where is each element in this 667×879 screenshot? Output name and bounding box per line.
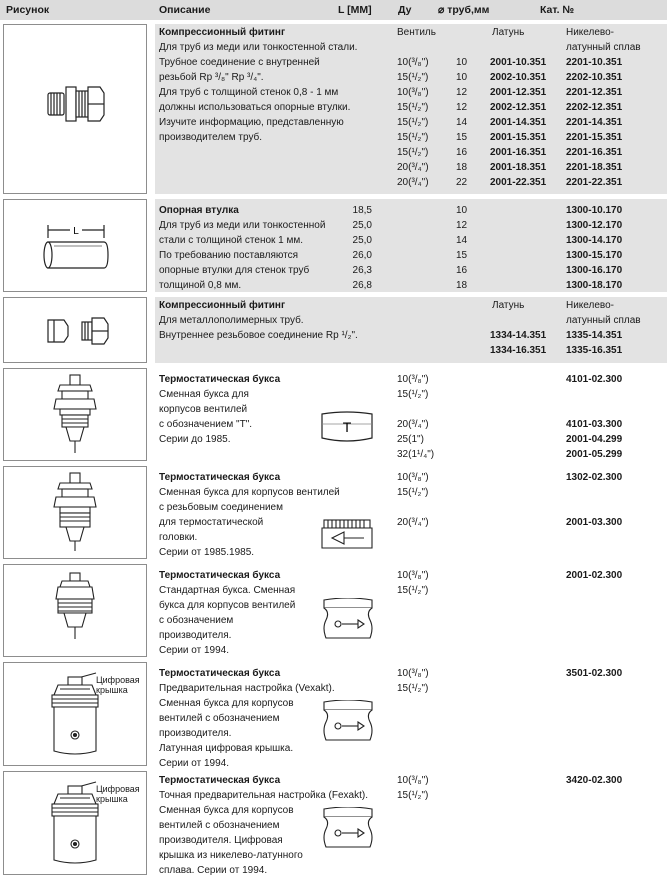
fitting-picture <box>3 297 147 363</box>
row-description <box>159 387 252 447</box>
row-title: Термостатическая букса <box>159 374 281 385</box>
pipe-values <box>456 55 467 190</box>
cell-value: Точная предварительная настройка (Fexakt). <box>159 790 368 801</box>
col-header-nickel-2: латунный сплав <box>566 315 641 326</box>
cell-value: Для труб из меди или тонкостенной <box>159 220 326 231</box>
cell-value: 20(³/₄") <box>397 162 429 173</box>
cell-value: 16 <box>456 147 468 158</box>
cell-value: 2201-14.351 <box>566 117 623 128</box>
cell-value: Серии от 1994. <box>159 645 230 656</box>
cat-numbers <box>566 372 622 462</box>
cell-value: Стандартная букса. Сменная <box>159 585 296 596</box>
cell-value: сплава. Серии от 1994. <box>159 865 268 876</box>
cell-value: Сменная букса для <box>159 389 249 400</box>
dn-values <box>397 568 429 598</box>
cell-value: 14 <box>456 117 468 128</box>
cell-value: 12 <box>456 220 468 231</box>
cell-value: 10 <box>456 72 468 83</box>
cell-value: 15(¹/₂") <box>397 102 429 113</box>
header-dn: Ду <box>398 4 412 16</box>
cell-value: 26,8 <box>352 280 372 291</box>
support-sleeve-icon <box>4 200 146 291</box>
cell-value: 20(³/₄") <box>397 517 429 528</box>
cell-value: 1302-02.300 <box>566 472 623 483</box>
cat-numbers <box>566 666 622 681</box>
valve-body-marking-icon <box>320 598 376 655</box>
cell-value: 2001-03.300 <box>566 517 623 528</box>
cell-value: 15 <box>456 132 468 143</box>
cell-value <box>566 402 622 417</box>
cell-value: 15(¹/₂") <box>397 487 429 498</box>
cell-value: Сменная букса для корпусов <box>159 698 294 709</box>
cell-value: 2002-10.351 <box>490 72 547 83</box>
table-row <box>0 297 667 363</box>
compression-fitting-icon <box>4 298 146 362</box>
cat-numbers <box>566 203 622 293</box>
header-length: L [MM] <box>338 4 372 16</box>
cell-value: 18,5 <box>352 205 372 216</box>
cell-value: Сменная букса для корпусов <box>159 805 294 816</box>
table-row <box>0 368 667 461</box>
cell-value: 1300-15.170 <box>566 250 623 261</box>
col-header-nickel-2: латунный сплав <box>566 42 641 53</box>
callout-line: Цифровая <box>96 675 140 685</box>
row-title: Компрессионный фитинг <box>159 27 286 38</box>
thermostatic-cartridge-icon <box>4 565 146 656</box>
cell-value: 2202-12.351 <box>566 102 623 113</box>
row-title: Опорная втулка <box>159 205 239 216</box>
callout-line: крышка <box>96 794 128 804</box>
cartridge-picture <box>3 368 147 461</box>
brass-cat-numbers <box>490 55 546 190</box>
cell-value: Латунная цифровая крышка. <box>159 743 294 754</box>
cell-value: 1300-12.170 <box>566 220 623 231</box>
valve-body-marking-icon <box>320 807 376 864</box>
row-title: Термостатическая букса <box>159 472 281 483</box>
nickel-cat-numbers <box>566 328 622 358</box>
cell-value <box>566 485 622 500</box>
digital-cap-callout <box>96 784 140 804</box>
table-row <box>0 564 667 657</box>
cell-value: 2001-16.351 <box>490 147 547 158</box>
cell-value: Для труб из меди или тонкостенной стали. <box>159 42 358 53</box>
thermostatic-cartridge-icon <box>4 369 146 460</box>
cell-value: 2201-22.351 <box>566 177 623 188</box>
cell-value <box>397 402 434 417</box>
cell-value: 2001-02.300 <box>566 570 623 581</box>
cell-value: 10 <box>456 205 468 216</box>
header-pipe: ⌀ труб,мм <box>438 4 490 16</box>
dn-values <box>397 773 429 803</box>
cell-value: производителем труб. <box>159 132 263 143</box>
row-description <box>159 681 335 771</box>
cell-value: 10 <box>456 57 468 68</box>
cell-value: 2001-14.351 <box>490 117 547 128</box>
cell-value: букса для корпусов вентилей <box>159 600 296 611</box>
table-header <box>0 0 667 20</box>
cell-value: 2001-18.351 <box>490 162 547 173</box>
cell-value: 25,0 <box>352 235 372 246</box>
cell-value: 15 <box>456 250 468 261</box>
row-description <box>159 485 340 560</box>
row-description <box>159 583 295 658</box>
row-description <box>159 40 357 145</box>
cell-value: производителя. Цифровая <box>159 835 283 846</box>
cell-value: 1334-14.351 <box>490 330 547 341</box>
row-description <box>159 313 358 343</box>
cell-value: 4101-03.300 <box>566 419 623 430</box>
cell-value: 2001-04.299 <box>566 434 623 445</box>
cell-value: 14 <box>456 235 468 246</box>
table-row <box>0 662 667 769</box>
cell-value: Серии до 1985. <box>159 434 231 445</box>
cell-value: 25,0 <box>352 220 372 231</box>
sleeve-length-label: L <box>73 226 79 237</box>
cell-value: 26,3 <box>352 265 372 276</box>
cell-value: 15(¹/₂") <box>397 72 429 83</box>
cell-value: 15(¹/₂") <box>397 790 429 801</box>
cell-value: 22 <box>456 177 468 188</box>
cell-value: 10(³/₈") <box>397 87 429 98</box>
t-marking-label: T <box>342 419 352 435</box>
cell-value: 10(³/₈") <box>397 570 429 581</box>
cell-value: 1300-16.170 <box>566 265 623 276</box>
cell-value: 12 <box>456 87 468 98</box>
cell-value: 2001-15.351 <box>490 132 547 143</box>
cell-value: 15(¹/₂") <box>397 147 429 158</box>
col-header-nickel: Никелево- <box>566 27 615 38</box>
valve-body-marking-icon <box>320 700 376 757</box>
cat-numbers <box>566 568 622 583</box>
pipe-values <box>456 203 467 293</box>
compression-fitting-icon <box>4 25 146 193</box>
cell-value: 1334-16.351 <box>490 345 547 356</box>
cell-value: 10(³/₈") <box>397 57 429 68</box>
cell-value: 25(1") <box>397 434 424 445</box>
cell-value: 20(³/₄") <box>397 419 429 430</box>
dn-values <box>397 372 434 462</box>
cell-value: 1300-10.170 <box>566 205 623 216</box>
header-cat: Кат. № <box>540 4 575 16</box>
callout-line: крышка <box>96 685 128 695</box>
dn-values <box>397 666 429 696</box>
cell-value: 12 <box>456 102 468 113</box>
cell-value: Трубное соединение с внутренней <box>159 57 320 68</box>
cell-value: 2001-22.351 <box>490 177 547 188</box>
cell-value: 10(³/₈") <box>397 775 429 786</box>
digital-cap-callout <box>96 675 140 695</box>
cell-value: Серии от 1994. <box>159 758 230 769</box>
cell-value <box>397 500 429 515</box>
table-row <box>0 466 667 559</box>
cell-value: головки. <box>159 532 198 543</box>
col-header-brass: Латунь <box>492 27 525 38</box>
cell-value: Изучите информацию, представленную <box>159 117 344 128</box>
cell-value: вентилей с обозначением <box>159 820 280 831</box>
cell-value: Сменная букса для корпусов вентилей <box>159 487 340 498</box>
header-description: Описание <box>159 4 211 16</box>
cell-value: По требованию поставляются <box>159 250 299 261</box>
cell-value: 2002-12.351 <box>490 102 547 113</box>
brass-cat-numbers <box>490 328 546 358</box>
cell-value: 2201-15.351 <box>566 132 623 143</box>
cell-value: 2001-12.351 <box>490 87 547 98</box>
cell-value <box>566 500 622 515</box>
cat-numbers <box>566 773 622 788</box>
cell-value: Серии от 1985.1985. <box>159 547 255 558</box>
cell-value: 10(³/₈") <box>397 668 429 679</box>
cell-value: 2201-12.351 <box>566 87 623 98</box>
row-title: Термостатическая букса <box>159 775 281 786</box>
cell-value: должны использоваться опорные втулки. <box>159 102 351 113</box>
row-description <box>159 218 325 293</box>
dn-values <box>397 470 429 530</box>
cell-value: 1335-16.351 <box>566 345 623 356</box>
cell-value: 1335-14.351 <box>566 330 623 341</box>
cell-value: 15(¹/₂") <box>397 585 429 596</box>
cartridge-picture <box>3 564 147 657</box>
cell-value: производителя. <box>159 728 232 739</box>
col-header-valve: Вентиль <box>397 27 436 38</box>
cell-value: 32(1¹/₄") <box>397 449 435 460</box>
cell-value: 2001-05.299 <box>566 449 623 460</box>
cell-value: с обозначением "T". <box>159 419 253 430</box>
cell-value: толщиной 0,8 мм. <box>159 280 242 291</box>
thermostatic-cartridge-icon <box>4 467 146 558</box>
header-picture: Рисунок <box>6 4 50 16</box>
cell-value: 15(¹/₂") <box>397 117 429 128</box>
cell-value: 10(³/₈") <box>397 374 429 385</box>
cell-value: 3501-02.300 <box>566 668 623 679</box>
cell-value: 1300-18.170 <box>566 280 623 291</box>
row-title: Термостатическая букса <box>159 570 281 581</box>
cell-value: 18 <box>456 280 468 291</box>
cell-value: для термостатической <box>159 517 264 528</box>
cell-value: с обозначением <box>159 615 234 626</box>
table-row <box>0 24 667 194</box>
cell-value: крышка из никелево-латунного <box>159 850 303 861</box>
cell-value: 18 <box>456 162 468 173</box>
fitting-picture <box>3 24 147 194</box>
cell-value: Внутреннее резьбовое соединение Rp ¹/₂". <box>159 330 358 341</box>
sleeve-picture <box>3 199 147 292</box>
cell-value: 15(¹/₂") <box>397 683 429 694</box>
table-row <box>0 771 667 875</box>
cell-value: 1300-14.170 <box>566 235 623 246</box>
cell-value: вентилей с обозначением <box>159 713 280 724</box>
cell-value: 16 <box>456 265 468 276</box>
cell-value: 2202-10.351 <box>566 72 623 83</box>
cell-value: 4101-02.300 <box>566 374 623 385</box>
row-title: Термостатическая букса <box>159 668 281 679</box>
threaded-valve-icon <box>318 518 376 557</box>
nickel-cat-numbers <box>566 55 622 190</box>
cartridge-picture <box>3 466 147 559</box>
cell-value: Для металлополимерных труб. <box>159 315 304 326</box>
cell-value: с резьбовым соединением <box>159 502 283 513</box>
cell-value: производителя. <box>159 630 232 641</box>
cell-value: опорные втулки для стенок труб <box>159 265 310 276</box>
cell-value <box>566 387 622 402</box>
cell-value: Предварительная настройка (Vexakt). <box>159 683 335 694</box>
table-row <box>0 199 667 292</box>
cell-value: 2001-10.351 <box>490 57 547 68</box>
cell-value: Для труб с толщиной стенок 0,8 - 1 мм <box>159 87 339 98</box>
valve-t-marking-icon <box>318 410 376 451</box>
cell-value: 3420-02.300 <box>566 775 623 786</box>
cell-value: 20(³/₄") <box>397 177 429 188</box>
cell-value: 2201-16.351 <box>566 147 623 158</box>
cell-value: 26,0 <box>352 250 372 261</box>
cell-value: 15(¹/₂") <box>397 132 429 143</box>
cell-value: 2201-10.351 <box>566 57 623 68</box>
cat-numbers <box>566 470 622 530</box>
cell-value: 10(³/₈") <box>397 472 429 483</box>
callout-line: Цифровая <box>96 784 140 794</box>
row-title: Компрессионный фитинг <box>159 300 286 311</box>
cell-value: 15(¹/₂") <box>397 389 429 400</box>
cell-value: стали с толщиной стенок 1 мм. <box>159 235 304 246</box>
cell-value: 2201-18.351 <box>566 162 623 173</box>
valve-values <box>397 55 429 190</box>
cell-value: резьбой Rp ³/₈" Rp ³/₄". <box>159 72 264 83</box>
cell-value: корпусов вентилей <box>159 404 248 415</box>
col-header-nickel: Никелево- <box>566 300 615 311</box>
col-header-brass: Латунь <box>492 300 525 311</box>
length-values <box>340 203 372 293</box>
